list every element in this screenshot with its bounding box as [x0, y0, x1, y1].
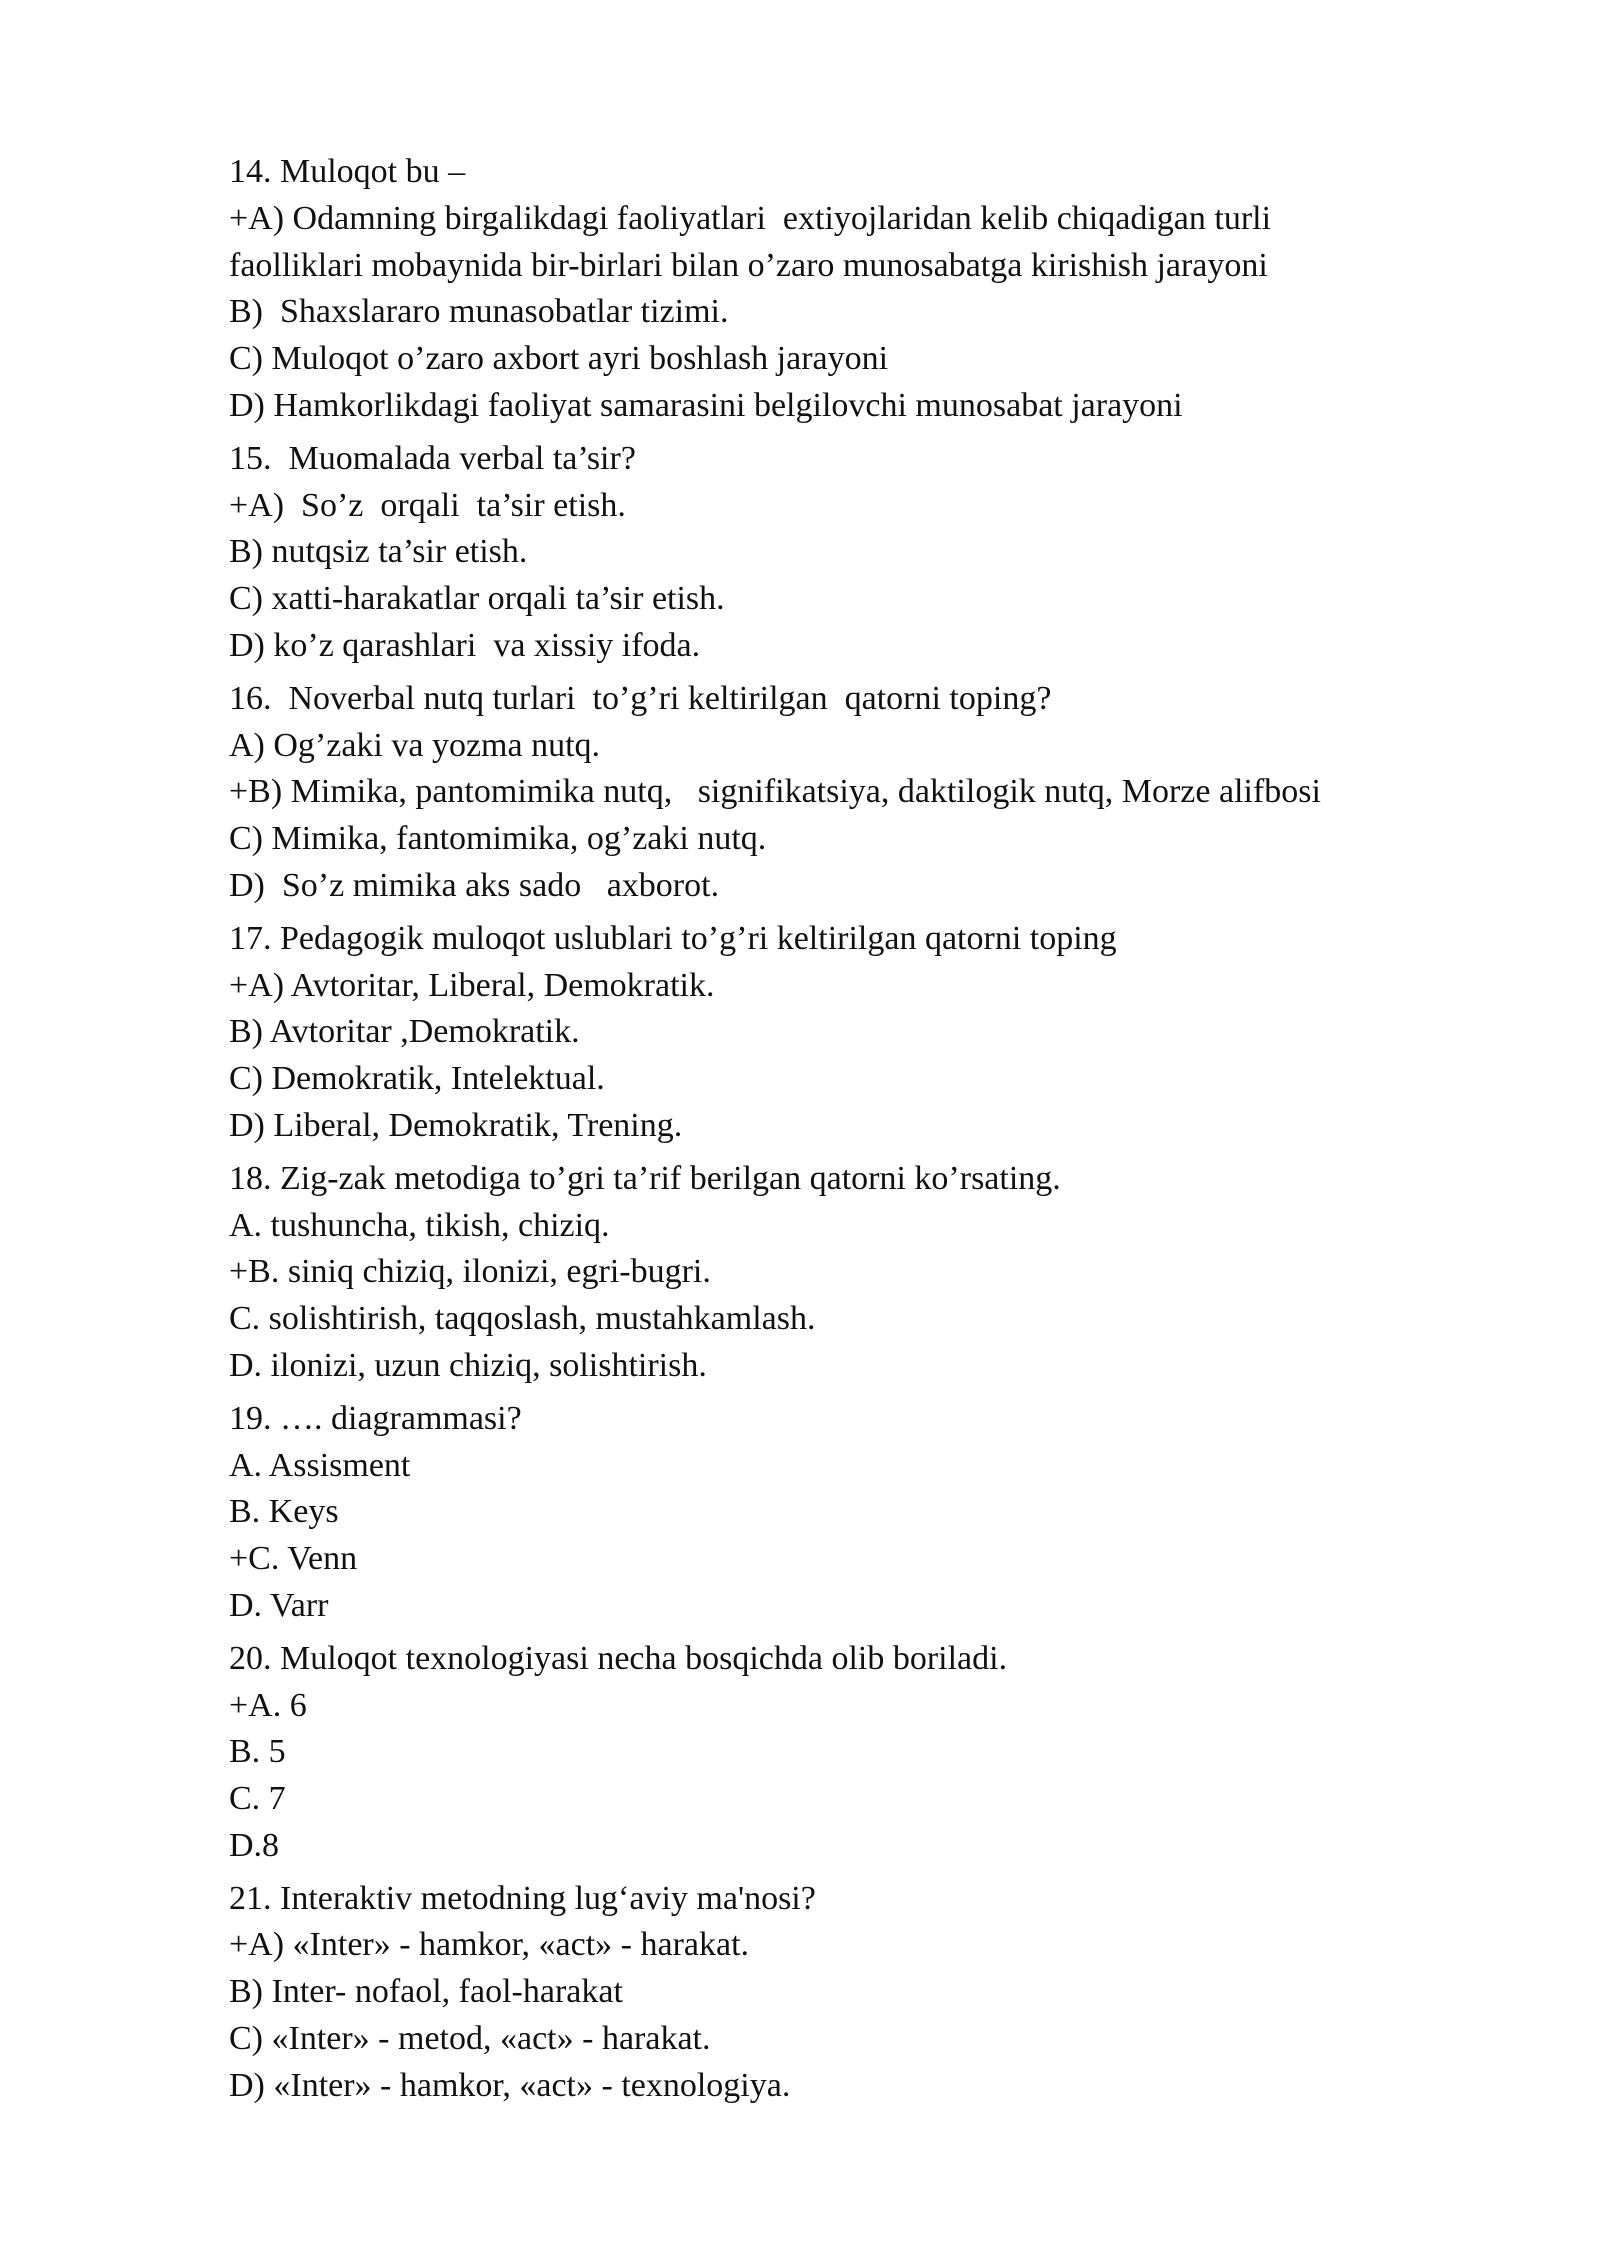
answer-option: C) «Inter» - metod, «act» - harakat.: [229, 2020, 711, 2058]
question-19: [229, 1396, 1569, 1630]
question-21: [229, 1876, 1569, 2110]
question-17: [229, 916, 1569, 1150]
answer-option: D) So’z mimika aks sado axborot.: [229, 866, 720, 904]
answer-option: +A) «Inter» - hamkor, «act» - harakat.: [229, 1926, 750, 1964]
answer-option: D) «Inter» - hamkor, «act» - texnologiya.: [229, 2066, 791, 2104]
answer-option: D. Varr: [229, 1586, 329, 1624]
answer-option: B) Inter- nofaol, faol-harakat: [229, 1973, 623, 2011]
question-20: [229, 1636, 1569, 1870]
question-16: [229, 676, 1569, 910]
answer-option: +A. 6: [229, 1686, 307, 1724]
answer-option: B) nutqsiz ta’sir etish.: [229, 533, 528, 571]
answer-option: +A) Avtoritar, Liberal, Demokratik.: [229, 966, 715, 1004]
question-15: [229, 436, 1569, 670]
answer-option: B. 5: [229, 1733, 286, 1771]
answer-option: C. 7: [229, 1780, 286, 1818]
answer-option: D. ilonizi, uzun chiziq, solishtirish.: [229, 1346, 707, 1384]
answer-option: D) Hamkorlikdagi faoliyat samarasini belgilovchi munosabat jarayoni: [229, 386, 1183, 424]
question-14: [229, 149, 1569, 430]
answer-option: C) xatti-harakatlar orqali ta’sir etish.: [229, 580, 725, 618]
answer-option: +C. Venn: [229, 1540, 358, 1578]
answer-option: C. solishtirish, taqqoslash, mustahkamlash.: [229, 1300, 816, 1338]
question-text: 15. Muomalada verbal ta’sir?: [229, 439, 636, 477]
answer-option: +A) So’z orqali ta’sir etish.: [229, 486, 626, 524]
answer-option: C) Mimika, fantomimika, og’zaki nutq.: [229, 820, 767, 858]
answer-option: A. Assisment: [229, 1446, 411, 1484]
question-text: 21. Interaktiv metodning lug‘aviy ma'nosi?: [229, 1879, 816, 1917]
answer-option: D.8: [229, 1826, 280, 1864]
quiz-content: [229, 149, 1569, 2110]
answer-option: A. tushuncha, tikish, chiziq.: [229, 1206, 610, 1244]
question-text: 19. …. diagrammasi?: [229, 1399, 522, 1437]
answer-option: D) Liberal, Demokratik, Trening.: [229, 1106, 683, 1144]
question-text: 17. Pedagogik muloqot uslublari to’g’ri keltirilgan qatorni toping: [229, 919, 1117, 957]
answer-option: B) Avtoritar ,Demokratik.: [229, 1013, 580, 1051]
answer-option: C) Muloqot o’zaro axbort ayri boshlash jarayoni: [229, 340, 889, 378]
answer-option: +B) Mimika, pantomimika nutq, signifikatsiya, daktilogik nutq, Morze alifbosi: [229, 773, 1321, 811]
question-text: 16. Noverbal nutq turlari to’g’ri keltirilgan qatorni toping?: [229, 679, 1052, 717]
question-text: 20. Muloqot texnologiyasi necha bosqichda olib boriladi.: [229, 1639, 1008, 1677]
answer-option: +A) Odamning birgalikdagi faoliyatlari extiyojlaridan kelib chiqadigan turli: [229, 199, 1272, 237]
answer-option: A) Og’zaki va yozma nutq.: [229, 726, 601, 764]
answer-option-continuation: faolliklari mobaynida bir-birlari bilan o’zaro munosabatga kirishish jarayoni: [229, 246, 1268, 284]
question-text: 18. Zig-zak metodiga to’gri ta’rif berilgan qatorni ko’rsating.: [229, 1159, 1061, 1197]
question-18: [229, 1156, 1569, 1390]
answer-option: D) ko’z qarashlari va xissiy ifoda.: [229, 626, 701, 664]
answer-option: B) Shaxslararo munasobatlar tizimi.: [229, 293, 729, 331]
answer-option: +B. siniq chiziq, ilonizi, egri-bugri.: [229, 1253, 711, 1291]
answer-option: C) Demokratik, Intelektual.: [229, 1060, 605, 1098]
answer-option: B. Keys: [229, 1493, 339, 1531]
question-text: 14. Muloqot bu –: [229, 153, 466, 190]
